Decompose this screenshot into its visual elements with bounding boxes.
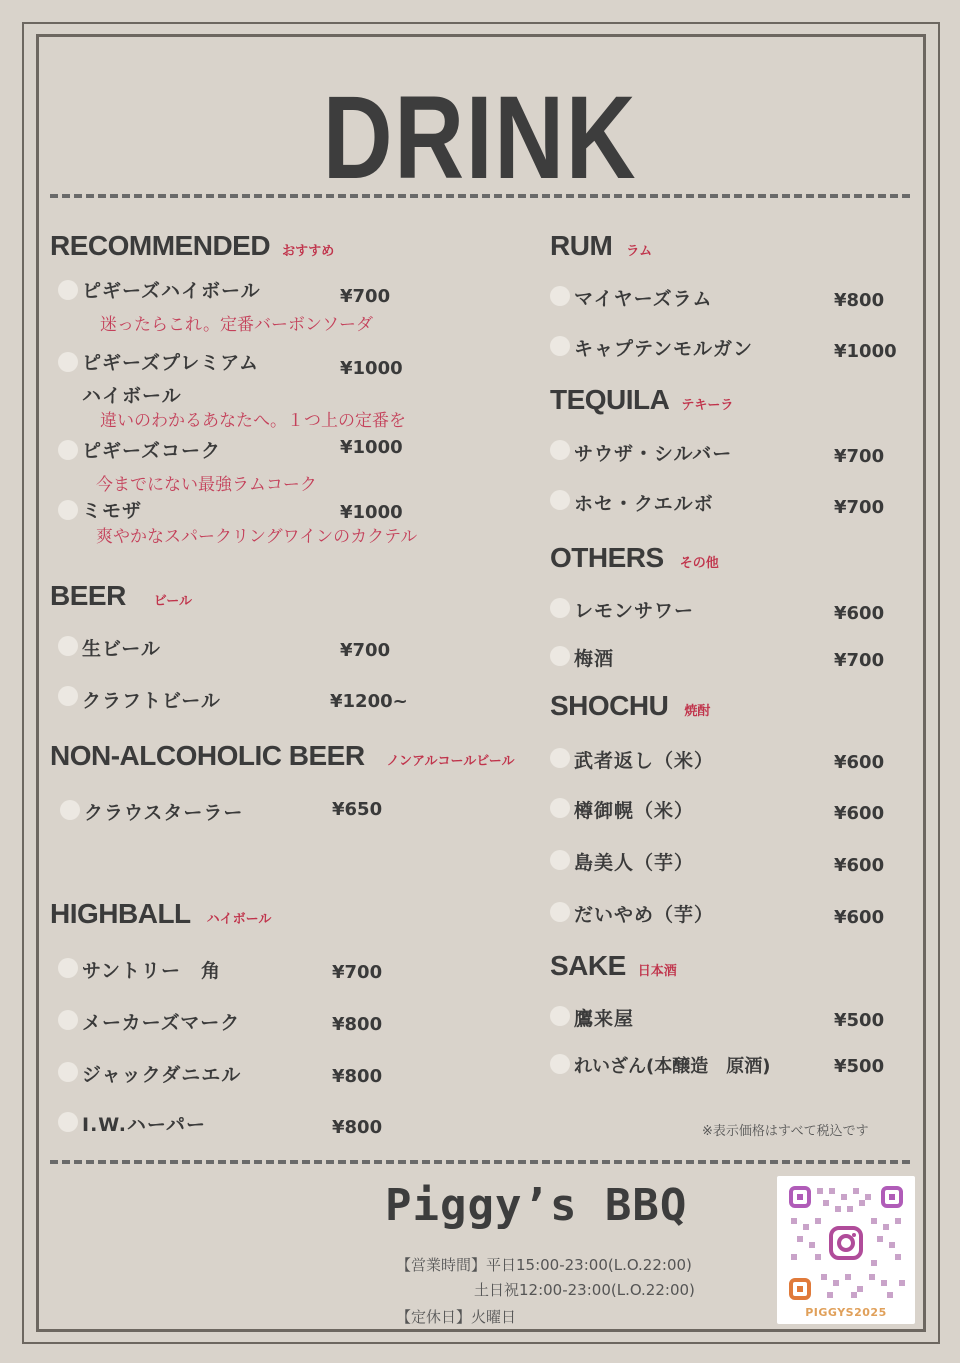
bullet-icon xyxy=(550,286,570,306)
item-price: ¥700 xyxy=(332,962,383,983)
bullet-icon xyxy=(58,352,78,372)
item-price: ¥600 xyxy=(834,603,885,624)
item-price: ¥800 xyxy=(332,1014,383,1035)
item-description: 爽やかなスパークリングワインのカクテル xyxy=(96,527,418,547)
item-price: ¥1000 xyxy=(340,502,403,523)
item-price: ¥600 xyxy=(834,855,885,876)
item-price: ¥700 xyxy=(834,650,885,671)
section-others xyxy=(550,542,719,574)
section-title-jp: ハイボール xyxy=(206,912,272,927)
item-name: ピギーズプレミアム xyxy=(82,352,259,374)
section-sake xyxy=(550,950,677,982)
brand-name: Piggy’s BBQ xyxy=(385,1180,688,1231)
item-name: 鷹来屋 xyxy=(574,1008,635,1030)
section-recommended xyxy=(50,230,334,262)
item-name: クラウスターラー xyxy=(84,802,244,824)
item-name: れいざん(本醸造 原酒) xyxy=(574,1056,771,1077)
item-name: 梅酒 xyxy=(574,648,615,670)
item-name-line2: ハイボール xyxy=(82,385,182,407)
bullet-icon xyxy=(58,686,78,706)
bullet-icon xyxy=(58,958,78,978)
item-name: 島美人（芋） xyxy=(574,852,695,874)
bullet-icon xyxy=(550,440,570,460)
section-title-en: OTHERS xyxy=(550,542,664,573)
bottom-divider xyxy=(50,1160,910,1164)
item-name: ピギーズコーク xyxy=(82,440,222,462)
item-price: ¥1000 xyxy=(834,341,897,362)
item-price: ¥800 xyxy=(332,1117,383,1138)
item-name: ホセ・クエルボ xyxy=(574,493,714,515)
top-divider xyxy=(50,194,910,198)
item-name: ジャックダニエル xyxy=(82,1064,242,1086)
item-name: ピギーズハイボール xyxy=(82,280,261,302)
item-name: だいやめ（芋） xyxy=(574,904,715,926)
section-beer xyxy=(50,580,192,612)
item-name: メーカーズマーク xyxy=(82,1012,241,1034)
qr-label: PIGGYS2025 xyxy=(805,1306,887,1319)
bullet-icon xyxy=(550,798,570,818)
bullet-icon xyxy=(550,850,570,870)
section-title-en: TEQUILA xyxy=(550,384,670,415)
section-rum xyxy=(550,230,652,262)
item-price: ¥700 xyxy=(834,446,885,467)
item-price: ¥600 xyxy=(834,803,885,824)
section-title-jp: ノンアルコールビール xyxy=(386,754,515,769)
item-name: マイヤーズラム xyxy=(574,288,713,310)
item-price: ¥600 xyxy=(834,752,885,773)
bullet-icon xyxy=(550,490,570,510)
bullet-icon xyxy=(550,1054,570,1074)
item-price: ¥1000 xyxy=(340,437,403,458)
bullet-icon xyxy=(550,646,570,666)
business-hours-weekday: 【営業時間】平日15:00-23:00(L.O.22:00) xyxy=(396,1256,692,1274)
item-description: 迷ったらこれ。定番バーボンソーダ xyxy=(100,315,374,335)
section-highball xyxy=(50,898,271,930)
section-tequila xyxy=(550,384,733,416)
section-title-en: SAKE xyxy=(550,950,626,981)
closed-day: 【定休日】火曜日 xyxy=(396,1308,517,1326)
section-title-jp: ビール xyxy=(153,594,193,609)
item-price: ¥600 xyxy=(834,907,885,928)
item-price: ¥800 xyxy=(834,290,885,311)
bullet-icon xyxy=(58,280,78,300)
item-name: クラフトビール xyxy=(82,690,221,712)
bullet-icon xyxy=(60,800,80,820)
section-title-jp: 焼酎 xyxy=(684,704,711,719)
bullet-icon xyxy=(58,1010,78,1030)
bullet-icon xyxy=(550,748,570,768)
section-title-jp: テキーラ xyxy=(681,398,734,413)
item-price: ¥1200~ xyxy=(330,691,408,712)
item-price: ¥650 xyxy=(332,799,383,820)
business-hours-weekend: 土日祝12:00-23:00(L.O.22:00) xyxy=(474,1281,695,1299)
item-price: ¥700 xyxy=(340,286,391,307)
section-title-en: RUM xyxy=(550,230,613,261)
page-title: DRINK xyxy=(322,72,638,204)
item-price: ¥500 xyxy=(834,1056,885,1077)
bullet-icon xyxy=(58,1112,78,1132)
item-description: 違いのわかるあなたへ。１つ上の定番を xyxy=(100,411,406,431)
item-price: ¥700 xyxy=(340,640,391,661)
item-price: ¥1000 xyxy=(340,358,403,379)
item-price: ¥700 xyxy=(834,497,885,518)
bullet-icon xyxy=(58,1062,78,1082)
bullet-icon xyxy=(550,598,570,618)
item-price: ¥800 xyxy=(332,1066,383,1087)
item-name: サウザ・シルバー xyxy=(574,443,733,465)
section-title-jp: 日本酒 xyxy=(637,964,677,979)
item-price: ¥500 xyxy=(834,1010,885,1031)
section-title-en: SHOCHU xyxy=(550,690,669,721)
section-title-jp: おすすめ xyxy=(282,244,335,259)
section-title-en: NON-ALCOHOLIC BEER xyxy=(50,740,365,771)
bullet-icon xyxy=(550,336,570,356)
item-name: 生ビール xyxy=(82,638,161,660)
bullet-icon xyxy=(58,440,78,460)
section-title-en: HIGHBALL xyxy=(50,898,191,929)
section-non-alcoholic-beer xyxy=(50,740,514,772)
instagram-qr-code[interactable] xyxy=(777,1176,915,1324)
item-name: 武者返し（米） xyxy=(574,750,715,772)
item-name: 樽御幌（米） xyxy=(574,800,695,822)
bullet-icon xyxy=(58,636,78,656)
section-shochu xyxy=(550,690,710,722)
item-name: レモンサワー xyxy=(574,600,695,622)
section-title-en: BEER xyxy=(50,580,126,611)
section-title-en: RECOMMENDED xyxy=(50,230,271,261)
section-title-jp: ラム xyxy=(626,244,653,259)
item-description: 今までにない最強ラムコーク xyxy=(96,475,317,495)
item-name: I.W.ハーパー xyxy=(82,1114,206,1136)
item-name: ミモザ xyxy=(82,500,143,522)
section-title-jp: その他 xyxy=(679,556,719,571)
qr-code-icon xyxy=(787,1184,905,1302)
tax-note: ※表示価格はすべて税込です xyxy=(702,1124,869,1139)
bullet-icon xyxy=(550,902,570,922)
bullet-icon xyxy=(550,1006,570,1026)
bullet-icon xyxy=(58,500,78,520)
item-name: キャプテンモルガン xyxy=(574,338,754,360)
item-name: サントリー 角 xyxy=(82,960,222,982)
